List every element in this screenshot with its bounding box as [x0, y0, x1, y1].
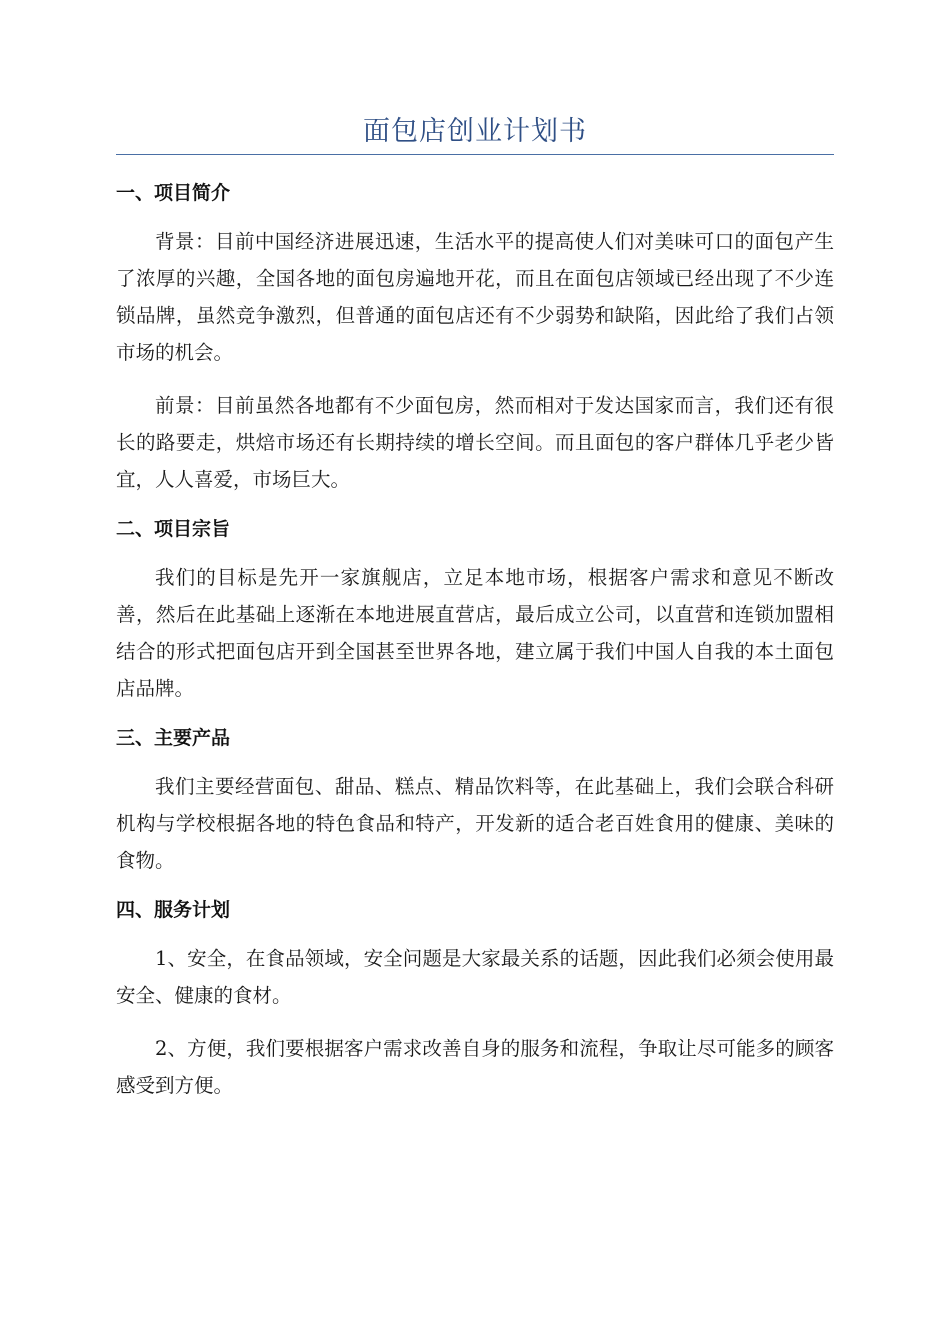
section-heading: 三、主要产品 — [116, 727, 231, 749]
paragraph-convenience: 2、方便，我们要根据客户需求改善自身的服务和流程，争取让尽可能多的顾客感受到方便。 — [116, 1037, 834, 1097]
paragraph-purpose: 我们的目标是先开一家旗舰店，立足本地市场，根据客户需求和意见不断改善，然后在此基础上逐渐在本地进展直营店，最后成立公司，以直营和连锁加盟相结合的形式把面包店开到全国甚至世界各地，建立属于我们中国人自我的本土面包店品牌。 — [116, 566, 834, 700]
title-underline — [116, 154, 834, 155]
section-heading: 二、项目宗旨 — [116, 518, 231, 540]
section-heading: 一、项目简介 — [116, 182, 231, 204]
section-project-intro — [116, 178, 834, 514]
section-service-plan — [116, 895, 834, 1104]
document-body — [116, 178, 834, 1104]
paragraph-safety: 1、安全，在食品领域，安全问题是大家最关系的话题，因此我们必须会使用最安全、健康的食材。 — [116, 947, 834, 1007]
document-title: 面包店创业计划书 — [363, 116, 587, 147]
section-project-purpose — [116, 514, 834, 723]
section-main-products — [116, 723, 834, 895]
paragraph-products: 我们主要经营面包、甜品、糕点、精品饮料等，在此基础上，我们会联合科研机构与学校根据各地的特色食品和特产，开发新的适合老百姓食用的健康、美味的食物。 — [116, 775, 834, 872]
section-heading: 四、服务计划 — [116, 899, 231, 921]
paragraph-prospect: 前景：目前虽然各地都有不少面包房，然而相对于发达国家而言，我们还有很长的路要走，烘焙市场还有长期持续的增长空间。而且面包的客户群体几乎老少皆宜，人人喜爱，市场巨大。 — [116, 394, 834, 491]
paragraph-background: 背景：目前中国经济进展迅速，生活水平的提高使人们对美味可口的面包产生了浓厚的兴趣，全国各地的面包房遍地开花，而且在面包店领域已经出现了不少连锁品牌，虽然竞争激烈，但普通的面包店还有不少弱势和缺陷，因此给了我们占领市场的机会。 — [116, 230, 834, 364]
